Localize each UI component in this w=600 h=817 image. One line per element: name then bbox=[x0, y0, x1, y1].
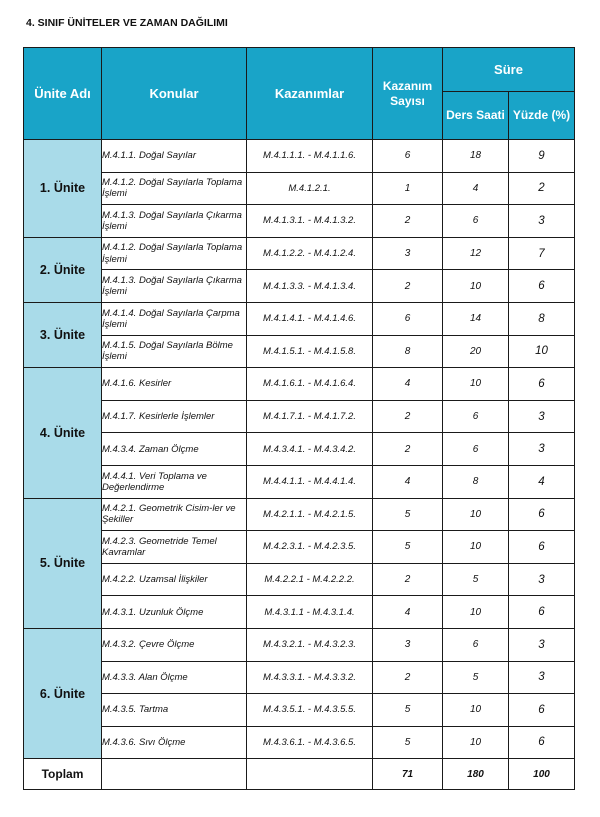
konu-cell: M.4.1.3. Doğal Sayılarla Çıkarma İşlemi bbox=[102, 205, 247, 238]
table-row bbox=[24, 237, 575, 270]
kazanim-cell: M.4.2.1.1. - M.4.2.1.5. bbox=[247, 498, 373, 531]
header-ders-saati: Ders Saati bbox=[443, 92, 509, 140]
kazanim-cell: M.4.3.3.1. - M.4.3.3.2. bbox=[247, 661, 373, 694]
ders-saati-cell: 18 bbox=[443, 140, 509, 173]
kazanim-sayisi-cell: 5 bbox=[373, 498, 443, 531]
ders-saati-cell: 10 bbox=[443, 531, 509, 564]
kazanim-cell: M.4.4.1.1. - M.4.4.1.4. bbox=[247, 465, 373, 498]
kazanim-cell: M.4.1.2.1. bbox=[247, 172, 373, 205]
ders-saati-cell: 5 bbox=[443, 661, 509, 694]
yuzde-cell: 8 bbox=[509, 302, 575, 335]
konu-cell: M.4.1.1. Doğal Sayılar bbox=[102, 140, 247, 173]
ders-saati-cell: 10 bbox=[443, 498, 509, 531]
konu-cell: M.4.2.1. Geometrik Cisim-ler ve Şekiller bbox=[102, 498, 247, 531]
yuzde-cell: 3 bbox=[509, 628, 575, 661]
yuzde-cell: 6 bbox=[509, 596, 575, 629]
table-row bbox=[24, 596, 575, 629]
kazanim-sayisi-cell: 4 bbox=[373, 596, 443, 629]
kazanim-cell: M.4.2.2.1 - M.4.2.2.2. bbox=[247, 563, 373, 596]
ders-saati-cell: 12 bbox=[443, 237, 509, 270]
header-sure: Süre bbox=[443, 48, 575, 92]
kazanim-sayisi-cell: 2 bbox=[373, 563, 443, 596]
ders-saati-cell: 6 bbox=[443, 433, 509, 466]
unit-time-table bbox=[23, 47, 575, 790]
yuzde-cell: 9 bbox=[509, 140, 575, 173]
yuzde-cell: 7 bbox=[509, 237, 575, 270]
table-row bbox=[24, 531, 575, 564]
yuzde-cell: 6 bbox=[509, 531, 575, 564]
kazanim-cell: M.4.1.5.1. - M.4.1.5.8. bbox=[247, 335, 373, 368]
ders-saati-cell: 4 bbox=[443, 172, 509, 205]
kazanim-sayisi-cell: 6 bbox=[373, 302, 443, 335]
unit-name-cell: 6. Ünite bbox=[24, 628, 102, 758]
kazanim-sayisi-cell: 5 bbox=[373, 726, 443, 759]
konu-cell: M.4.1.3. Doğal Sayılarla Çıkarma İşlemi bbox=[102, 270, 247, 303]
kazanim-sayisi-cell: 5 bbox=[373, 694, 443, 727]
ders-saati-cell: 20 bbox=[443, 335, 509, 368]
kazanim-cell: M.4.1.3.1. - M.4.1.3.2. bbox=[247, 205, 373, 238]
table-row bbox=[24, 400, 575, 433]
konu-cell: M.4.1.5. Doğal Sayılarla Bölme İşlemi bbox=[102, 335, 247, 368]
konu-cell: M.4.2.3. Geometride Temel Kavramlar bbox=[102, 531, 247, 564]
kazanim-cell: M.4.3.4.1. - M.4.3.4.2. bbox=[247, 433, 373, 466]
yuzde-cell: 3 bbox=[509, 400, 575, 433]
table-row bbox=[24, 172, 575, 205]
kazanim-sayisi-cell: 1 bbox=[373, 172, 443, 205]
table-row bbox=[24, 628, 575, 661]
table-row bbox=[24, 368, 575, 401]
yuzde-cell: 2 bbox=[509, 172, 575, 205]
kazanim-sayisi-cell: 2 bbox=[373, 400, 443, 433]
table-row bbox=[24, 270, 575, 303]
kazanim-cell: M.4.2.3.1. - M.4.2.3.5. bbox=[247, 531, 373, 564]
kazanim-cell: M.4.1.4.1. - M.4.1.4.6. bbox=[247, 302, 373, 335]
yuzde-cell: 3 bbox=[509, 205, 575, 238]
header-kazanim-sayisi: Kazanım Sayısı bbox=[373, 48, 443, 140]
ders-saati-cell: 10 bbox=[443, 368, 509, 401]
yuzde-cell: 10 bbox=[509, 335, 575, 368]
yuzde-cell: 6 bbox=[509, 498, 575, 531]
table-row bbox=[24, 433, 575, 466]
table-row bbox=[24, 694, 575, 727]
table-row bbox=[24, 140, 575, 173]
ders-saati-cell: 14 bbox=[443, 302, 509, 335]
unit-name-cell: 3. Ünite bbox=[24, 302, 102, 367]
kazanim-sayisi-cell: 4 bbox=[373, 368, 443, 401]
kazanim-cell: M.4.1.6.1. - M.4.1.6.4. bbox=[247, 368, 373, 401]
konu-cell: M.4.1.6. Kesirler bbox=[102, 368, 247, 401]
header-unite-adi: Ünite Adı bbox=[24, 48, 102, 140]
konu-cell: M.4.1.2. Doğal Sayılarla Toplama İşlemi bbox=[102, 172, 247, 205]
ders-saati-cell: 10 bbox=[443, 694, 509, 727]
table-row bbox=[24, 563, 575, 596]
ders-saati-cell: 10 bbox=[443, 596, 509, 629]
header-konular: Konular bbox=[102, 48, 247, 140]
ders-saati-cell: 5 bbox=[443, 563, 509, 596]
kazanim-sayisi-cell: 3 bbox=[373, 237, 443, 270]
yuzde-cell: 3 bbox=[509, 661, 575, 694]
konu-cell: M.4.3.5. Tartma bbox=[102, 694, 247, 727]
konu-cell: M.4.1.7. Kesirlerle İşlemler bbox=[102, 400, 247, 433]
konu-cell: M.4.3.2. Çevre Ölçme bbox=[102, 628, 247, 661]
konu-cell: M.4.1.4. Doğal Sayılarla Çarpma İşlemi bbox=[102, 302, 247, 335]
yuzde-cell: 3 bbox=[509, 563, 575, 596]
table-body bbox=[24, 140, 575, 790]
kazanim-sayisi-cell: 2 bbox=[373, 433, 443, 466]
ders-saati-cell: 6 bbox=[443, 400, 509, 433]
yuzde-cell: 6 bbox=[509, 726, 575, 759]
unit-name-cell: 2. Ünite bbox=[24, 237, 102, 302]
kazanim-cell: M.4.3.1.1 - M.4.3.1.4. bbox=[247, 596, 373, 629]
yuzde-cell: 4 bbox=[509, 465, 575, 498]
unit-name-cell: 1. Ünite bbox=[24, 140, 102, 238]
yuzde-cell: 6 bbox=[509, 368, 575, 401]
kazanim-sayisi-cell: 2 bbox=[373, 205, 443, 238]
kazanim-sayisi-cell: 2 bbox=[373, 270, 443, 303]
kazanim-cell: M.4.1.1.1. - M.4.1.1.6. bbox=[247, 140, 373, 173]
konu-cell: M.4.3.4. Zaman Ölçme bbox=[102, 433, 247, 466]
yuzde-cell: 6 bbox=[509, 694, 575, 727]
konu-cell: M.4.4.1. Veri Toplama ve Değerlendirme bbox=[102, 465, 247, 498]
yuzde-cell: 6 bbox=[509, 270, 575, 303]
kazanim-sayisi-cell: 8 bbox=[373, 335, 443, 368]
total-kazanim-sayisi-cell: 71 bbox=[373, 759, 443, 790]
page-title: 4. SINIF ÜNİTELER VE ZAMAN DAĞILIMI bbox=[26, 17, 228, 29]
total-label-cell: Toplam bbox=[24, 759, 102, 790]
kazanim-sayisi-cell: 2 bbox=[373, 661, 443, 694]
table-row bbox=[24, 465, 575, 498]
ders-saati-cell: 10 bbox=[443, 270, 509, 303]
ders-saati-cell: 8 bbox=[443, 465, 509, 498]
table-row bbox=[24, 661, 575, 694]
table-row bbox=[24, 302, 575, 335]
yuzde-cell: 3 bbox=[509, 433, 575, 466]
kazanim-cell: M.4.3.2.1. - M.4.3.2.3. bbox=[247, 628, 373, 661]
header-yuzde: Yüzde (%) bbox=[509, 92, 575, 140]
ders-saati-cell: 6 bbox=[443, 205, 509, 238]
kazanim-cell: M.4.1.2.2. - M.4.1.2.4. bbox=[247, 237, 373, 270]
kazanim-sayisi-cell: 6 bbox=[373, 140, 443, 173]
konu-cell: M.4.2.2. Uzamsal İlişkiler bbox=[102, 563, 247, 596]
table-row bbox=[24, 205, 575, 238]
table-row bbox=[24, 498, 575, 531]
total-row bbox=[24, 759, 575, 790]
ders-saati-cell: 6 bbox=[443, 628, 509, 661]
header-kazanimlar: Kazanımlar bbox=[247, 48, 373, 140]
total-ders-saati-cell: 180 bbox=[443, 759, 509, 790]
konu-cell: M.4.3.3. Alan Ölçme bbox=[102, 661, 247, 694]
kazanim-cell: M.4.1.7.1. - M.4.1.7.2. bbox=[247, 400, 373, 433]
konu-cell: M.4.1.2. Doğal Sayılarla Toplama İşlemi bbox=[102, 237, 247, 270]
total-yuzde-cell: 100 bbox=[509, 759, 575, 790]
kazanim-sayisi-cell: 5 bbox=[373, 531, 443, 564]
table-row bbox=[24, 726, 575, 759]
konu-cell: M.4.3.1. Uzunluk Ölçme bbox=[102, 596, 247, 629]
kazanim-sayisi-cell: 4 bbox=[373, 465, 443, 498]
ders-saati-cell: 10 bbox=[443, 726, 509, 759]
kazanim-cell: M.4.3.5.1. - M.4.3.5.5. bbox=[247, 694, 373, 727]
kazanim-cell: M.4.1.3.3. - M.4.1.3.4. bbox=[247, 270, 373, 303]
unit-name-cell: 4. Ünite bbox=[24, 368, 102, 498]
unit-name-cell: 5. Ünite bbox=[24, 498, 102, 628]
kazanim-sayisi-cell: 3 bbox=[373, 628, 443, 661]
table-row bbox=[24, 335, 575, 368]
empty-cell bbox=[247, 759, 373, 790]
konu-cell: M.4.3.6. Sıvı Ölçme bbox=[102, 726, 247, 759]
empty-cell bbox=[102, 759, 247, 790]
kazanim-cell: M.4.3.6.1. - M.4.3.6.5. bbox=[247, 726, 373, 759]
